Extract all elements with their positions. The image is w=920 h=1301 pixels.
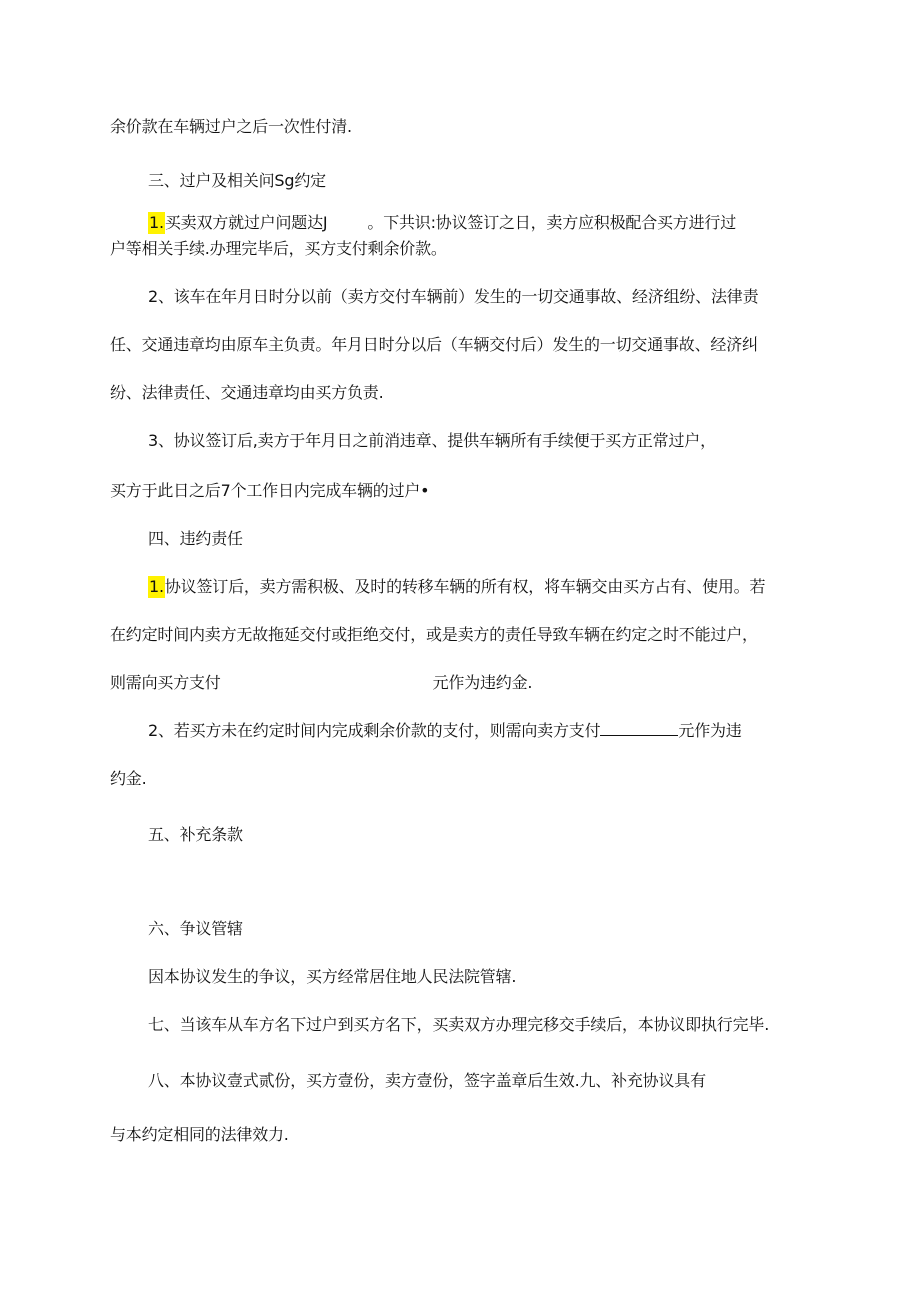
section-6-text: 因本协议发生的争议，买方经常居住地人民法院管辖.	[148, 967, 517, 986]
section-3-item-2-line-1: 2、该车在年月日时分以前（卖方交付车辆前）发生的一切交通事故、经济组纷、法律责	[148, 287, 759, 306]
section-8-line-1: 八、本协议壹式贰份，买方壹份，卖方壹份，签字盖章后生效.九、补充协议具有	[148, 1071, 706, 1090]
section-4-item-2-text-a2: 元作为违	[678, 721, 742, 740]
section-4-item-2-line-2: 约金.	[110, 769, 147, 788]
section-7-text: 七、当该车从车方名下过户到买方名下，买卖双方办理完移交手续后，本协议即执行完毕.	[148, 1015, 770, 1034]
highlight-mark: 1.	[149, 577, 164, 596]
amount-blank-underline	[600, 721, 678, 736]
text-line-remaining-payment: 余价款在车辆过户之后一次性付清.	[110, 117, 352, 136]
section-4-item-1-text-c2: 元作为违约金.	[432, 673, 533, 692]
section-3-item-3-line-2: 买方于此日之后7个工作日内完成车辆的过户•	[110, 481, 430, 500]
section-3-item-2-line-2: 任、交通违章均由原车主负责。年月日时分以后（车辆交付后）发生的一切交通事故、经济纠	[110, 335, 758, 354]
section-3-heading: 三、过户及相关问Sg约定	[148, 171, 326, 190]
section-3-item-1-text-a: 买卖双方就过户问题达J	[164, 213, 328, 232]
section-3-item-2-line-3: 纷、法律责任、交通违章均由买方负责.	[110, 383, 384, 402]
section-8-line-2: 与本约定相同的法律效力.	[110, 1125, 289, 1144]
section-4-item-2-line-1	[148, 720, 742, 742]
section-4-item-1-text-c1: 则需向买方支付	[110, 673, 221, 692]
section-3-item-1-text-b: 。下共识:协议签订之日，卖方应积极配合买方进行过	[367, 213, 736, 232]
section-3-item-1-line-2: 户等相关手续.办理完毕后，买方支付剩余价款。	[110, 239, 447, 258]
section-5-heading: 五、补充条款	[148, 825, 243, 844]
section-4-item-1-line-3	[110, 672, 532, 694]
highlight-mark: 1.	[149, 213, 164, 232]
section-4-heading: 四、违约责任	[148, 529, 243, 548]
section-3-item-1-line-1	[148, 212, 736, 234]
section-3-item-3-line-1: 3、协议签订后,卖方于年月日之前消违章、提供车辆所有手续便于买方正常过户，	[148, 431, 716, 450]
section-6-heading: 六、争议管辖	[148, 919, 243, 938]
section-4-item-2-text-a1: 2、若买方未在约定时间内完成剩余价款的支付，则需向卖方支付	[148, 721, 601, 740]
section-4-item-1-text-a: 协议签订后，卖方需积极、及时的转移车辆的所有权，将车辆交由买方占有、使用。若	[164, 577, 766, 596]
section-4-item-1-line-1	[148, 576, 765, 598]
section-4-item-1-line-2: 在约定时间内卖方无故拖延交付或拒绝交付，或是卖方的责任导致车辆在约定之时不能过户，	[110, 625, 758, 644]
